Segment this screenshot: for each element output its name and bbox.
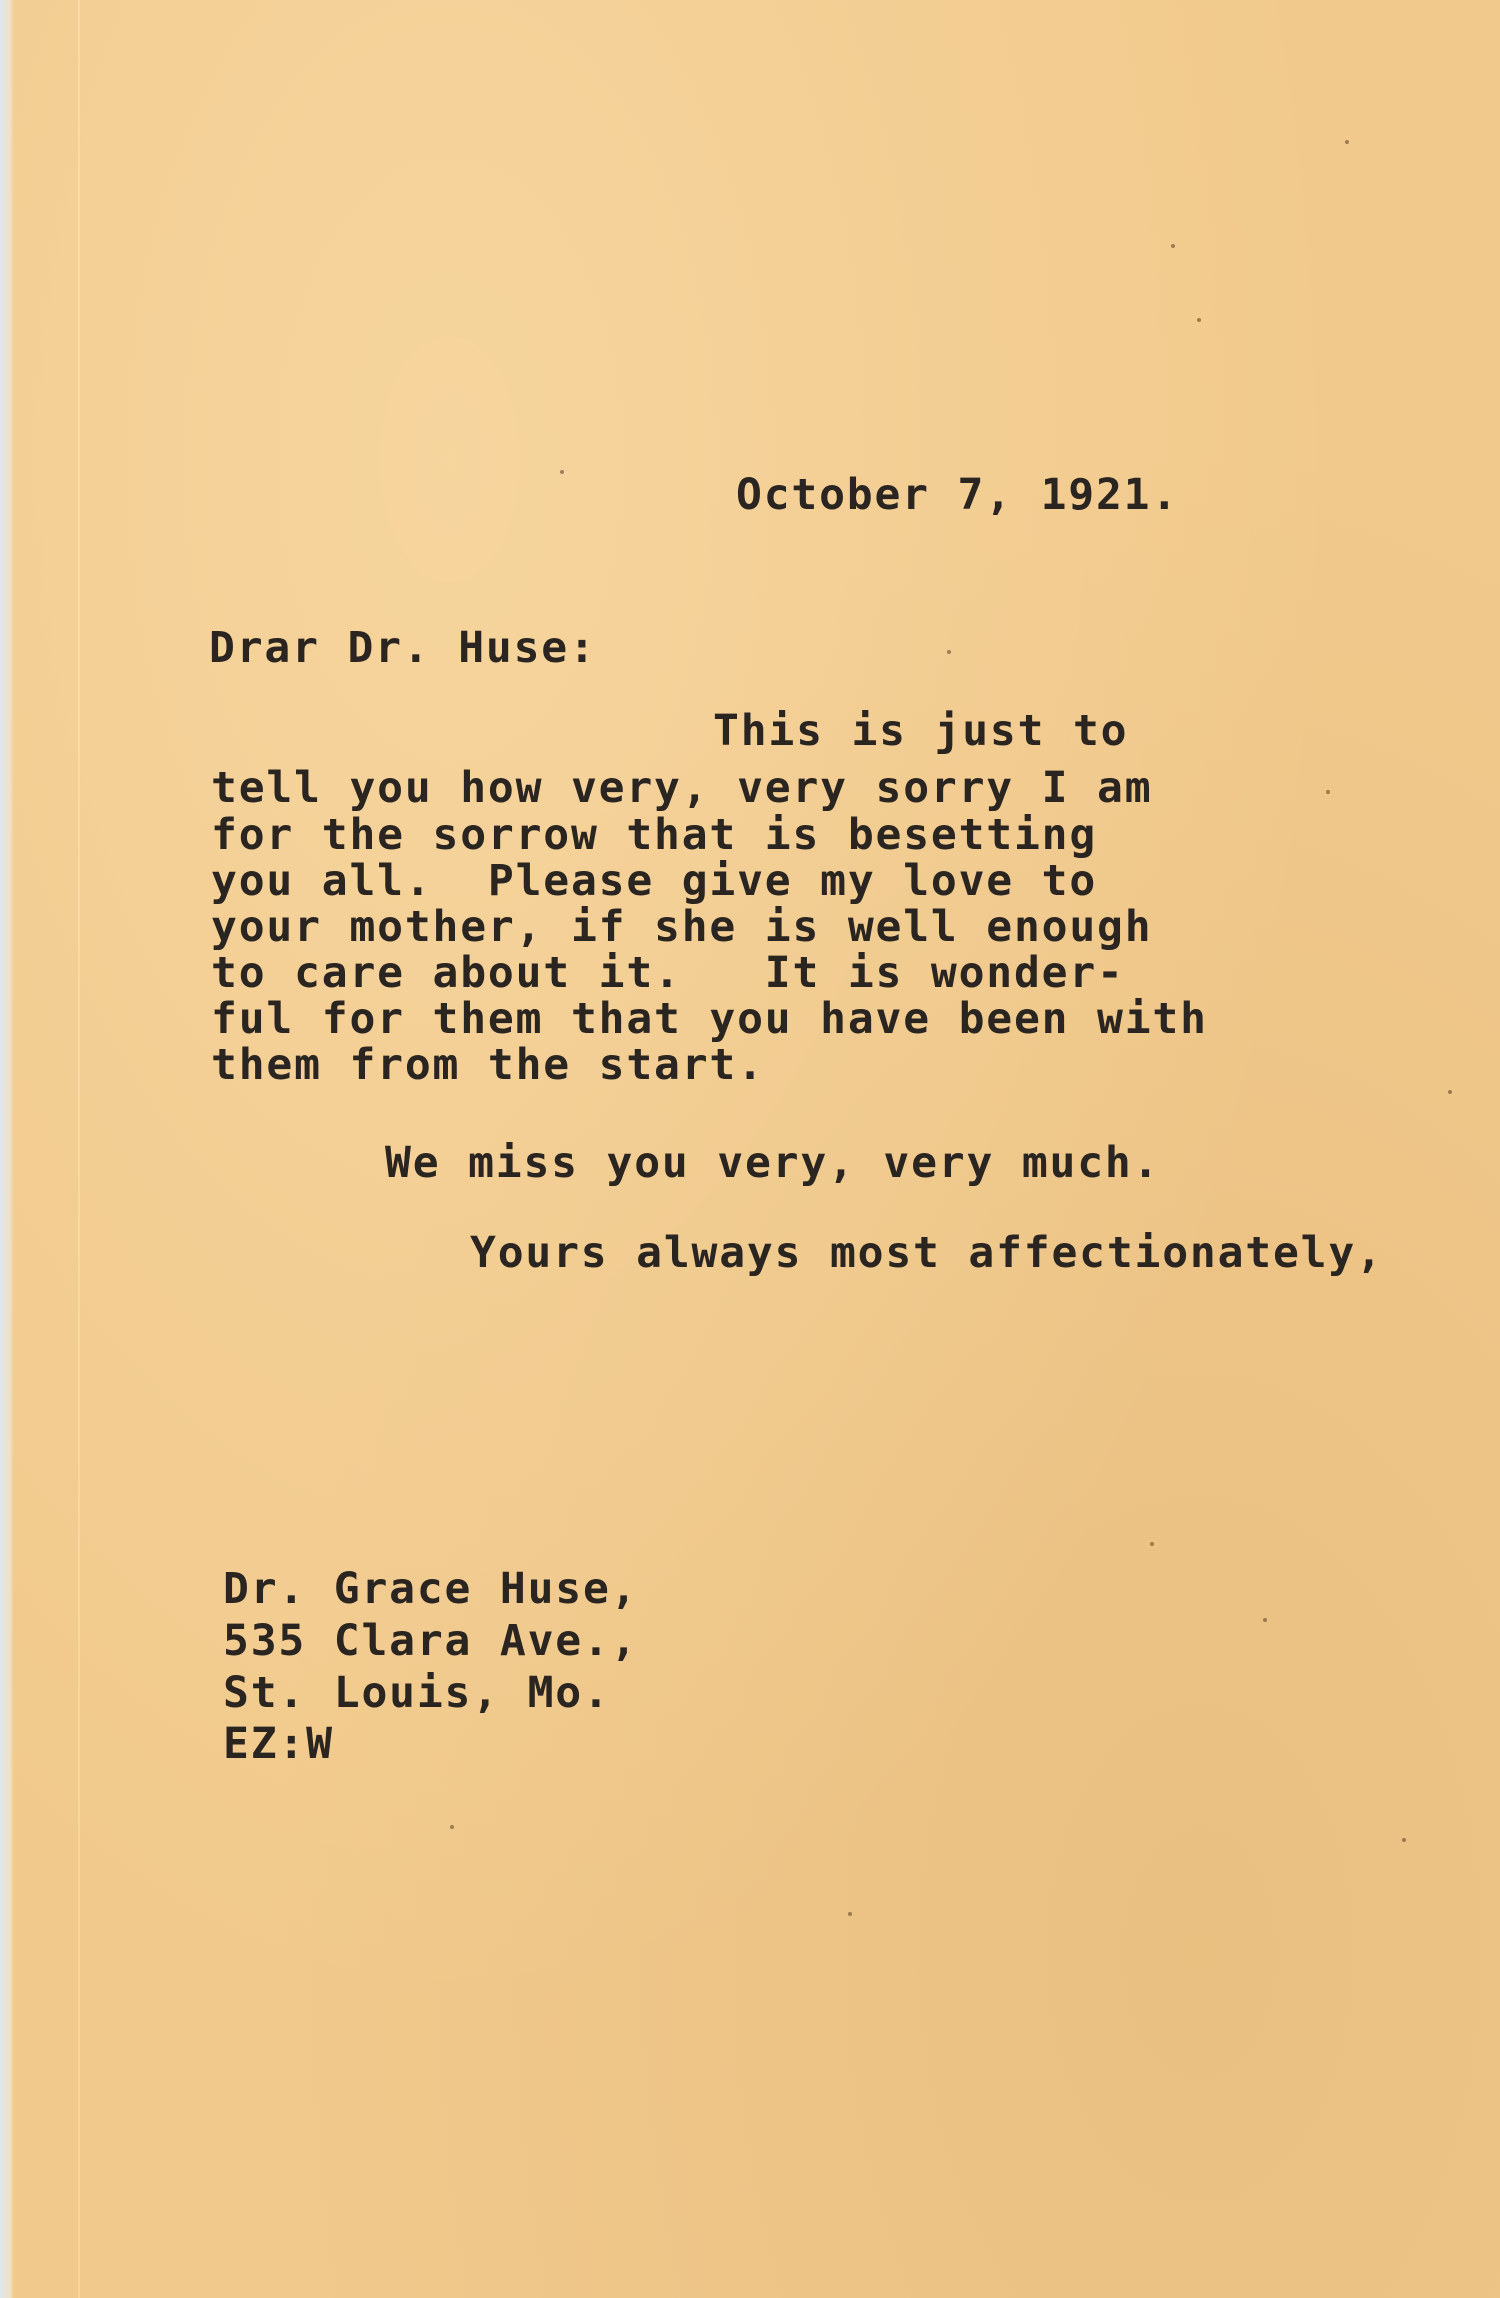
paper-speck	[1402, 1838, 1406, 1842]
paper-speck	[1345, 140, 1349, 144]
letter-body-line: them from the start.	[211, 1040, 765, 1090]
letter-body-line: your mother, if she is well enough	[211, 902, 1153, 952]
letter-address-line: 535 Clara Ave.,	[223, 1616, 639, 1666]
paper-speck	[1171, 244, 1175, 248]
paper-speck	[947, 650, 951, 654]
letter-body-line: tell you how very, very sorry I am	[211, 763, 1153, 813]
paper-speck	[1150, 1542, 1154, 1546]
paper-speck	[1448, 1090, 1452, 1094]
letter-address-line: EZ:W	[223, 1719, 334, 1769]
letter-address-line: St. Louis, Mo.	[223, 1668, 611, 1718]
letter-body-line: for the sorrow that is besetting	[211, 810, 1098, 860]
paper-fold-line	[78, 0, 80, 2298]
paper-speck	[560, 470, 564, 474]
letter-body-line: to care about it. It is wonder-	[211, 948, 1125, 998]
paper-speck	[1197, 318, 1201, 322]
letter-address-line: Dr. Grace Huse,	[223, 1564, 639, 1614]
letter-body-line: ful for them that you have been with	[211, 994, 1208, 1044]
letter-date: October 7, 1921.	[736, 470, 1180, 520]
letter-body-line: This is just to	[713, 706, 1129, 756]
letter-closing: Yours always most affectionately,	[470, 1228, 1384, 1278]
letter-salutation: Drar Dr. Huse:	[209, 623, 597, 673]
paper-speck	[450, 1825, 454, 1829]
letter-second-paragraph: We miss you very, very much.	[385, 1138, 1161, 1188]
letter-body-line: you all. Please give my love to	[211, 856, 1098, 906]
paper-speck	[1326, 790, 1330, 794]
paper-left-edge	[0, 0, 14, 2298]
paper-speck	[848, 1912, 852, 1916]
paper-speck	[1263, 1618, 1267, 1622]
